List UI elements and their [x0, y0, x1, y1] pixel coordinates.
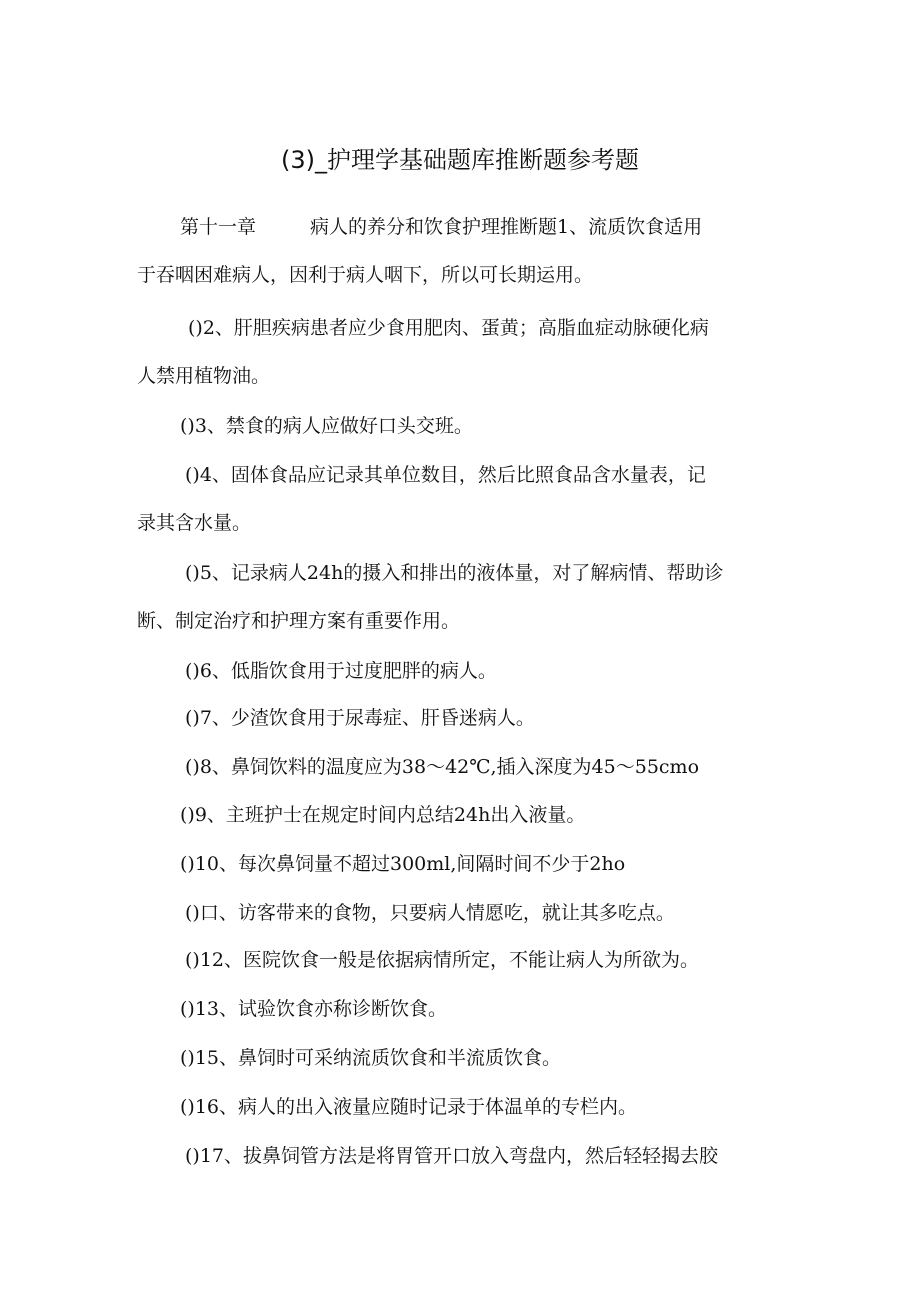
text-line: ()17、拔鼻饲管方法是将胃管开口放入弯盘内，然后轻轻揭去胶: [185, 1145, 719, 1167]
text-line: 断、制定治疗和护理方案有重要作用。: [137, 610, 461, 632]
text-line: ()13、试验饮食亦称诊断饮食。: [180, 998, 448, 1020]
text-line: ()4、固体食品应记录其单位数目，然后比照食品含水量表，记: [185, 464, 706, 486]
text-line: ()10、每次鼻饲量不超过300ml,间隔时间不少于2ho: [180, 853, 626, 875]
text-line: ()15、鼻饲时可采纳流质饮食和半流质饮食。: [180, 1047, 562, 1069]
text-line: ()2、肝胆疾病患者应少食用肥肉、蛋黄；高脂血症动脉硬化病: [188, 317, 709, 339]
text-line: ()12、医院饮食一般是依据病情所定，不能让病人为所欲为。: [185, 949, 700, 971]
text-line: ()6、低脂饮食用于过度肥胖的病人。: [185, 660, 497, 682]
chapter-line: [180, 212, 702, 242]
text-line: ()3、禁食的病人应做好口头交班。: [180, 415, 473, 437]
text-line: ()口、访客带来的食物，只要病人情愿吃，就让其多吃点。: [185, 902, 675, 924]
chapter-heading: 第十一章: [180, 216, 257, 238]
text-line: 于吞咽困难病人，因利于病人咽下，所以可长期运用。: [137, 264, 594, 286]
text-line: ()16、病人的出入液量应随时记录于体温单的专栏内。: [180, 1096, 638, 1118]
text-line: ()8、鼻饲饮料的温度应为38～42℃,插入深度为45～55cmo: [185, 756, 700, 778]
document-title: (3)_护理学基础题库推断题参考题: [281, 146, 639, 174]
text-line: ()9、主班护士在规定时间内总结24h出入液量。: [180, 804, 586, 826]
text-line: 录其含水量。: [137, 512, 252, 534]
text-line: ()5、记录病人24h的摄入和排出的液体量，对了解病情、帮助诊: [185, 562, 724, 584]
text-line: ()7、少渣饮食用于尿毒症、肝昏迷病人。: [185, 707, 535, 729]
text-line: 人禁用植物油。: [137, 365, 271, 387]
question-1-start: 病人的养分和饮食护理推断题1、流质饮食适用: [310, 216, 703, 238]
